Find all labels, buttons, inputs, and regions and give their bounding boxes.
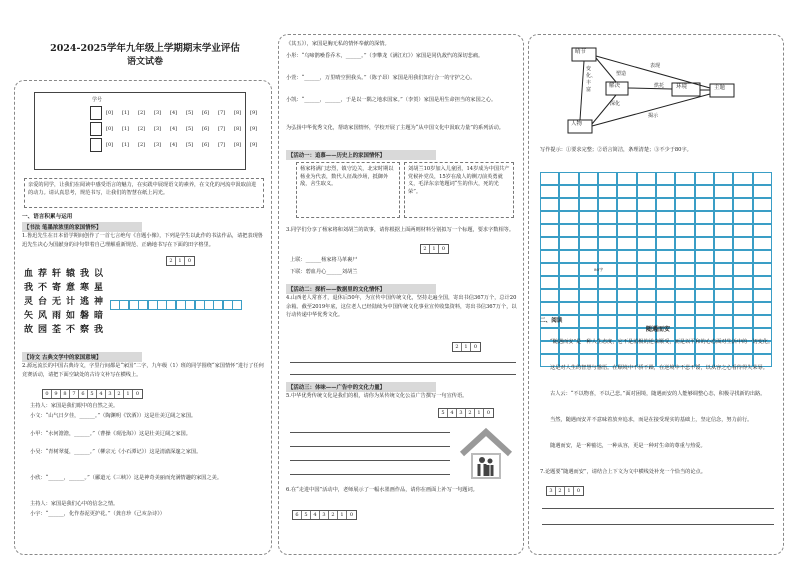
family-house-illustration	[458, 426, 514, 482]
q7-answer-line-2[interactable]	[542, 524, 774, 525]
id-write-cell-3[interactable]	[90, 138, 102, 152]
q5-score-box[interactable]: 5 4 3 2 1 0	[438, 408, 494, 418]
activity-poetry: 【诗文 古典文学中的家国意境】	[22, 352, 142, 362]
col2-line-1: 《其五》），家国是胸无私的情怀奉献的深情。	[286, 41, 390, 47]
passage-para-4: 当然，随遇而安并不意味着放弃追求，而是在接受现实的基础上，坚定信念，努力前行。	[550, 417, 753, 423]
q7-answer-line-1[interactable]	[542, 508, 774, 509]
question-5: 5.中华优秀传统文化是我们的根，请你为某传统文化公益广告撰写一句宣传语。	[286, 393, 468, 399]
diagram-edge-5: 揭示	[648, 113, 659, 119]
id-write-cell-2[interactable]	[90, 122, 102, 136]
q1-tianzige[interactable]	[110, 300, 242, 310]
col2-line-2[interactable]: 小彤：“乌啼鹊噪昏乔木，______。”（李攀龙《满江红》）家国是同仇敌忾的深切悲痛。	[286, 53, 484, 59]
exam-title: 2024-2025学年九年级上学期期末学业评估	[50, 43, 240, 54]
diagram-node-d: 环境	[676, 84, 688, 90]
couplet-lower[interactable]: 下联：碧血丹心______刘胡兰	[290, 269, 358, 275]
student-id-label: 学号	[92, 97, 103, 103]
question-2: 2.源远流长的中国古典诗文，字里行间都是“家国”二字，九年级（1）班的同学围绕“家国情怀”进行了任何竞赛活动，请把下面空缺处的古诗文补写在横线上。	[22, 363, 264, 378]
q2-line-2[interactable]: 小文：“山气日夕佳，______。”（陶渊明《饮酒》）这是壮美辽阔之家国。	[30, 413, 197, 419]
q2-line-7[interactable]: 小宇：“______，化作春泥更护花。”（龚自珍《己亥杂诗》）	[30, 511, 165, 517]
exam-subtitle: 语文试卷	[126, 57, 163, 67]
concept-diagram	[540, 44, 740, 136]
id-write-cell-1[interactable]	[90, 106, 102, 120]
diagram-node-b: 人物	[571, 121, 583, 127]
activity-3-heading: 【活动三：体味——广告中的文化力量】	[286, 382, 436, 392]
activity-2-heading: 【活动二：探析——数据里的文化情怀】	[286, 284, 436, 294]
q2-line-4[interactable]: 小吴：“青树翠蔓，______。”（柳宗元《小石潭记》）这是清澈深邃之家国。	[30, 449, 202, 455]
exam-notice: 亲爱的同学，让我们在阅读中感受语言的魅力，在实践中展现语文的素养，在文化的河流中汲取前进的动力。请认真思考，规范书写，让我们的智慧在纸上闪光。	[24, 178, 264, 208]
col2-intro: 为弘扬中华优秀文化，帮助家国情怀，学校开展了主题为“从中国文化中汲取力量”的系列活动。	[286, 125, 504, 131]
passage-para-2: 这是对人生的智慧与感悟。在顺境中不骄不躁，在逆境中不悲不馁，以从容之心看待得失荣辱。	[550, 365, 768, 371]
diagram-node-e: 主题	[714, 85, 726, 91]
diagram-node-a: 晴节	[575, 49, 587, 55]
passage-para-1: “随遇而安”是一种人生态度，它不是消极的逆来顺受，而是以平和的心态面对生活中的一切变化。	[550, 339, 774, 345]
q5-answer-line-3[interactable]	[290, 460, 450, 461]
q2-score-box[interactable]: 0 9 8 7 6 5 4 3 2 1 0	[42, 389, 143, 399]
diagram-edge-1: 表现	[650, 63, 661, 69]
question-6: 6.在“走进中国”活动中，老师展示了一幅水墨画作品，请你在画面上补写一句题词。	[286, 487, 478, 493]
q1-score-box[interactable]: 2 1 0	[166, 256, 195, 266]
q4-answer-line-2[interactable]	[290, 374, 516, 375]
diagram-side-label: 变化、丰富	[586, 66, 597, 93]
calligraphy-artwork: 血 荐 轩 辕 我 以 我 不 寄 意 寒 星 灵 台 无 计 逃 神 矢 风 雨 如 磐 暗 故 园 荃 不 察 我	[24, 269, 104, 335]
question-3: 3.同学们分享了杨家将和刘胡兰的故事，请你根据上面两则材料分别拟写一个标题，要求字数相等。	[286, 227, 515, 233]
reading-title: 随遇而安	[645, 326, 670, 333]
diagram-edge-2: 塑造	[616, 71, 627, 77]
question-7: 7.论题要“随遇而安”，请结合上下文为文中横线处补充一个恰当的论点。	[540, 469, 706, 475]
q7-score-box[interactable]: 3 2 1 0	[546, 486, 584, 496]
q5-answer-line-2[interactable]	[290, 446, 450, 447]
diagram-node-c: 解决	[609, 83, 621, 89]
card-liu-hulan: 刘胡兰10岁加入儿童团，14岁成为中国共产党候补党员，15岁在敌人的铡刀前英勇就义，毛泽东亲笔题词“生的伟大，死的光荣”。	[404, 162, 514, 218]
passage-para-3: 古人云：“不以物喜，不以己悲。”面对困境，随遇而安的人能够调整心态，积极寻找新的出路。	[550, 391, 766, 397]
id-digit-row-1[interactable]: [0] [1] [2] [3] [4] [5] [6] [7] [8] [9]	[106, 110, 258, 116]
diagram-edge-3: 烘托	[654, 83, 665, 89]
card-yang-family: 杨家将满门忠烈，镇守边关，北宋时期以杨业为代表，数代人征战沙场，抵御外敌，舍生取义。	[296, 162, 400, 218]
q5-answer-line-1[interactable]	[290, 432, 450, 433]
question-4: 4.山西老人常喜才，退休后50年，为宣传中国传统文化，坚持走遍全国，寄出书信367万个，总计20余箱。截至2019年底，这位老人已经陆续为中国传统文化事业宣传收集资料，寄出书信367万个，以行动传递中华优秀文化。	[286, 295, 517, 319]
col2-line-4[interactable]: 小凯：“______，______，于是以一隅之地求国家。”（李贺）家国是用生命担当的家国之心。	[286, 97, 497, 103]
couplet-upper[interactable]: 上联：______杨家将马革裹尸	[290, 257, 358, 263]
section-1-heading: 一、语言积累与运用	[22, 214, 73, 220]
q3-score-box[interactable]: 2 1 0	[420, 244, 449, 254]
id-digit-row-3[interactable]: [0] [1] [2] [3] [4] [5] [6] [7] [8] [9]	[106, 142, 258, 148]
q4-answer-line-1[interactable]	[290, 362, 516, 363]
q4-score-box[interactable]: 2 1 0	[452, 342, 481, 352]
activity-calligraphy: 【书法 笔墨浓浓里的家国情怀】	[22, 222, 142, 232]
q2-line-5[interactable]: 小欣：“______，______。”（郦道元《三峡》）这是神奇美丽而充满情趣的家国之美。	[30, 475, 223, 481]
question-1: 1.鲁迅先生在日本留学期间创作了一首七言绝句《自题小像》，下列是学生以此作的书法作品，请把表现鲁迅先生决心为国献身的诗句带着自己理解重新规范、正确地书写在下面的田字格里。	[22, 233, 263, 248]
q6-score-box[interactable]: 6 5 4 3 2 1 0	[292, 510, 357, 520]
section-2-heading: 二、阅读	[540, 318, 563, 324]
grid-80-mark: 80字	[594, 267, 604, 272]
col2-line-3[interactable]: 小萱：“______，万里晴空照我头。”（陈子昂）家国是用我们知行合一的守护之心。	[286, 75, 476, 81]
diagram-edge-4: 深化	[610, 101, 621, 107]
writing-requirements: 写作提示：①要求完整；②语言简洁，条理清楚；③不少于80字。	[540, 147, 692, 153]
passage-para-5: 随遇而安，是一种豁达，一种从容，更是一种对生命的尊重与热爱。	[550, 443, 706, 449]
q2-line-3[interactable]: 小甲：“水何澹澹，______。”（曹操《观沧海》）这是壮美辽阔之家国。	[30, 431, 191, 437]
q2-line-6: 主持人：家国是我们心中的信念之情。	[30, 501, 119, 507]
q2-line-1: 主持人：家国是我们眼中的自然之美。	[30, 403, 119, 409]
q5-answer-line-4[interactable]	[290, 474, 450, 475]
id-digit-row-2[interactable]: [0] [1] [2] [3] [4] [5] [6] [7] [8] [9]	[106, 126, 258, 132]
activity-1-heading: 【活动一：追慕——历史上的家国情怀】	[286, 150, 436, 160]
